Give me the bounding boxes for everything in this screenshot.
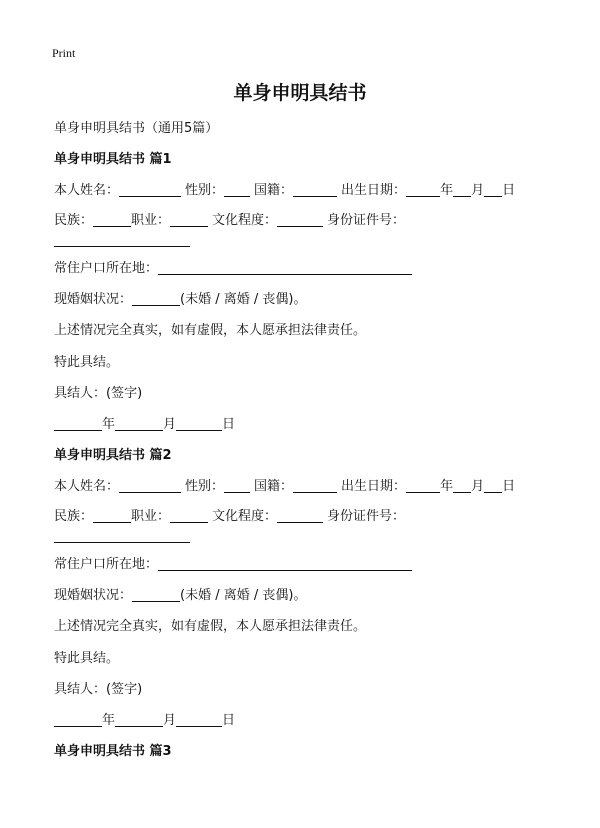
nationality-label: 国籍： [254,479,294,494]
education-label: 文化程度： [212,509,278,524]
birth-year-blank[interactable] [406,478,440,493]
nationality-blank[interactable] [293,478,337,493]
sign-day-blank[interactable] [176,712,222,727]
birth-date-label: 出生日期： [341,183,407,198]
birth-day-blank[interactable] [484,478,502,493]
education-blank[interactable] [277,508,323,523]
personal-info-row-1 [54,182,515,200]
sign-month-blank[interactable] [115,712,163,727]
sign-year-blank[interactable] [54,416,102,431]
gender-label: 性别： [185,479,225,494]
nationality-blank[interactable] [293,182,337,197]
day-label: 日 [502,479,516,494]
nationality-label: 国籍： [254,183,294,198]
name-label: 本人姓名： [54,183,120,198]
ethnicity-label: 民族： [54,213,94,228]
year-label: 年 [102,417,116,432]
education-label: 文化程度： [212,213,278,228]
gender-blank[interactable] [224,478,250,493]
month-label: 月 [471,479,485,494]
marital-status-blank[interactable] [132,587,180,602]
name-blank[interactable] [119,182,181,197]
name-blank[interactable] [119,478,181,493]
month-label: 月 [163,417,177,432]
ethnicity-blank[interactable] [93,508,131,523]
residence-row [54,260,412,278]
residence-blank[interactable] [158,556,412,571]
special-text: 特此具结。 [54,355,120,370]
marital-status-row [54,291,306,309]
personal-info-row-1 [54,478,515,496]
signature-date-row [54,416,235,434]
id-number-blank[interactable] [54,528,190,543]
month-label: 月 [471,183,485,198]
education-blank[interactable] [277,212,323,227]
month-label: 月 [163,713,177,728]
year-label: 年 [102,713,116,728]
sign-month-blank[interactable] [115,416,163,431]
name-label: 本人姓名： [54,479,120,494]
occupation-blank[interactable] [170,508,208,523]
birth-date-label: 出生日期： [341,479,407,494]
declaration-text: 上述情况完全真实，如有虚假，本人愿承担法律责任。 [54,323,367,338]
birth-year-blank[interactable] [406,182,440,197]
marital-options: (未婚 / 离婚 / 丧偶)。 [180,292,307,307]
signer-label: 具结人：(签字) [54,386,143,401]
occupation-label: 职业： [131,509,171,524]
birth-month-blank[interactable] [453,478,471,493]
id-number-row [54,528,190,546]
day-label: 日 [502,183,516,198]
year-label: 年 [440,183,454,198]
marital-options: (未婚 / 离婚 / 丧偶)。 [180,588,307,603]
gender-blank[interactable] [224,182,250,197]
section-heading-2: 单身申明具结书 篇2 [54,448,172,463]
birth-day-blank[interactable] [484,182,502,197]
sign-day-blank[interactable] [176,416,222,431]
signature-date-row [54,712,235,730]
residence-row [54,556,412,574]
residence-label: 常住户口所在地： [54,261,159,276]
signer-label: 具结人：(签字) [54,682,143,697]
occupation-blank[interactable] [170,212,208,227]
year-label: 年 [440,479,454,494]
occupation-label: 职业： [131,213,171,228]
gender-label: 性别： [185,183,225,198]
day-label: 日 [222,417,236,432]
sign-year-blank[interactable] [54,712,102,727]
id-number-row [54,232,190,250]
id-number-label: 身份证件号： [327,213,406,228]
section-heading-1: 单身申明具结书 篇1 [54,152,172,167]
marital-status-blank[interactable] [132,291,180,306]
section-heading-3: 单身申明具结书 篇3 [54,744,172,759]
document-title: 单身申明具结书 [233,82,367,104]
residence-blank[interactable] [158,260,412,275]
personal-info-row-2 [54,508,405,526]
id-number-label: 身份证件号： [327,509,406,524]
special-text: 特此具结。 [54,651,120,666]
document-subtitle: 单身申明具结书（通用5篇） [54,121,219,136]
personal-info-row-2 [54,212,405,230]
residence-label: 常住户口所在地： [54,557,159,572]
ethnicity-label: 民族： [54,509,94,524]
birth-month-blank[interactable] [453,182,471,197]
day-label: 日 [222,713,236,728]
id-number-blank[interactable] [54,232,190,247]
marital-status-row [54,587,306,605]
marital-status-label: 现婚姻状况： [54,588,133,603]
declaration-text: 上述情况完全真实，如有虚假，本人愿承担法律责任。 [54,619,367,634]
print-label[interactable]: Print [52,46,76,60]
ethnicity-blank[interactable] [93,212,131,227]
marital-status-label: 现婚姻状况： [54,292,133,307]
